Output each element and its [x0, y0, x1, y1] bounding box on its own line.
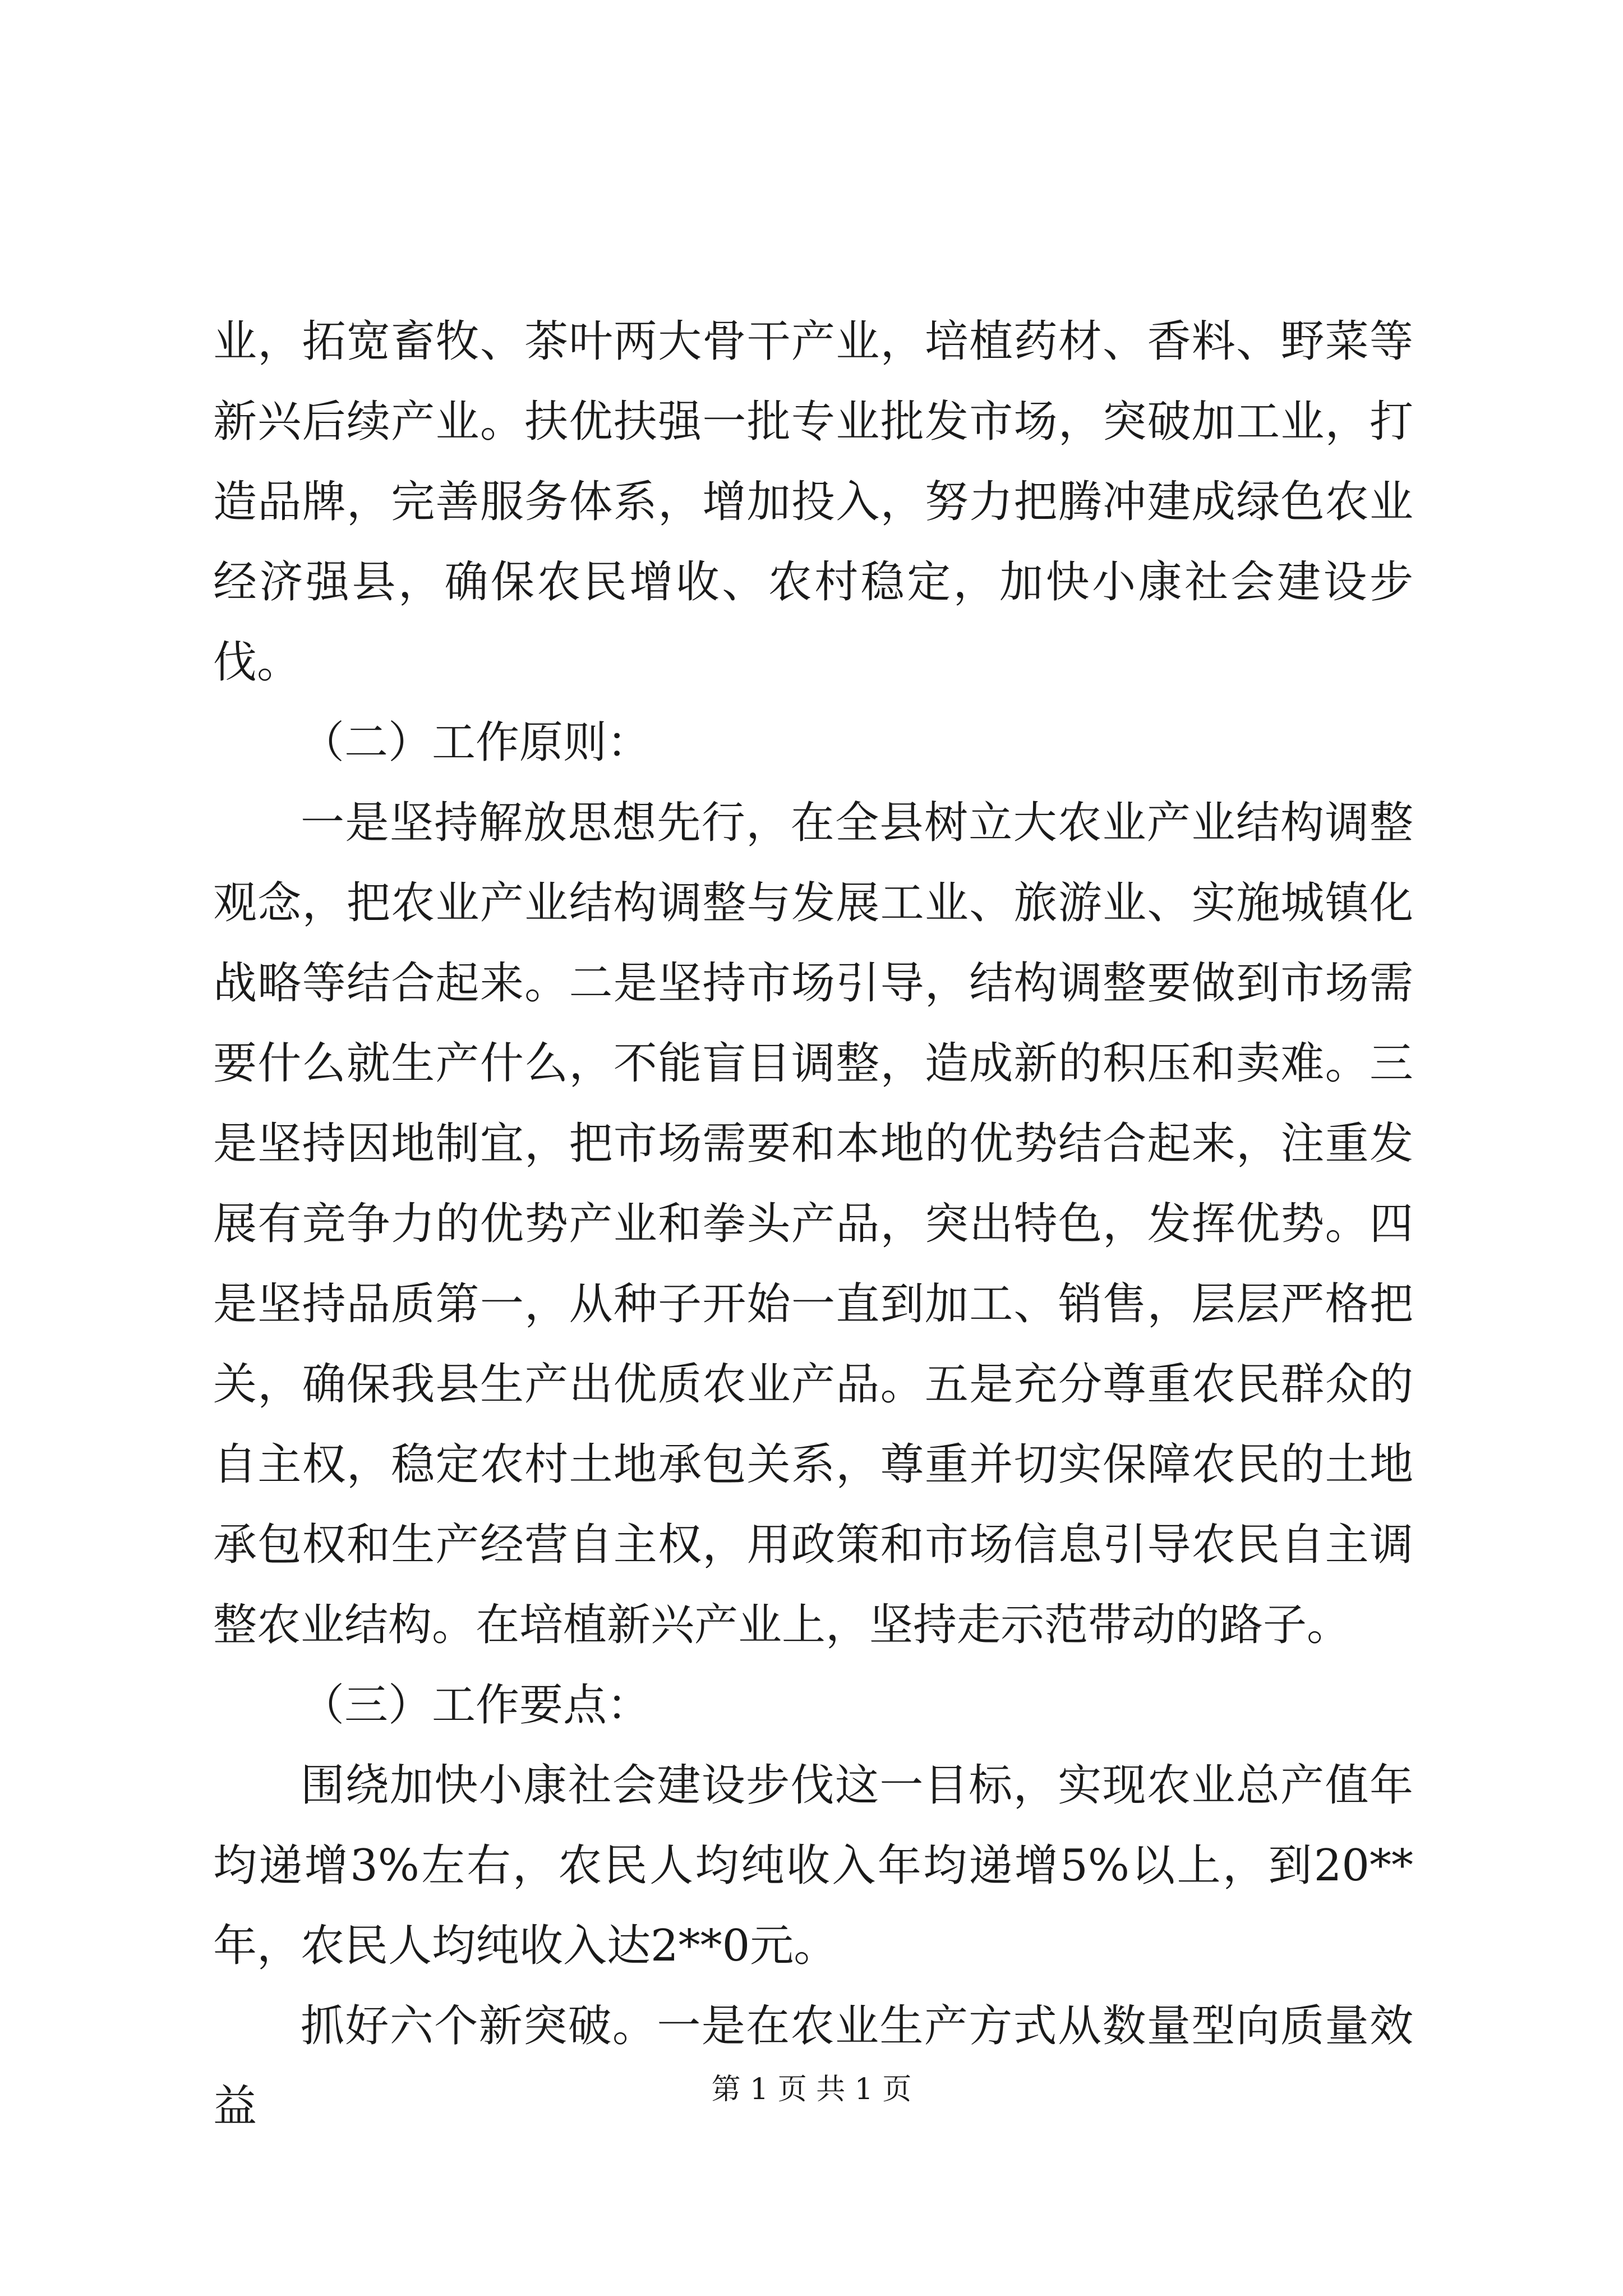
- page-footer: [0, 2070, 1623, 2109]
- page-number-label: 第 1 页 共 1 页: [711, 2073, 912, 2106]
- paragraph-principles: 一是坚持解放思想先行，在全县树立大农业产业结构调整观念，把农业产业结构调整与发展工业、旅游业、实施城镇化战略等结合起来。二是坚持市场引导，结构调整要做到市场需要什么就生产什么，不能盲目调整，造成新的积压和卖难。三是坚持因地制宜，把市场需要和本地的优势结合起来，注重发展有竞争力的优势产业和拳头产品，突出特色，发挥优势。四是坚持品质第一，从种子开始一直到加工、销售，层层严格把关，确保我县生产出优质农业产品。五是充分尊重农民群众的自主权，稳定农村土地承包关系，尊重并切实保障农民的土地承包权和生产经营自主权，用政策和市场信息引导农民自主调整农业结构。在培植新兴产业上，坚持走示范带动的路子。: [213, 798, 1413, 1650]
- paragraph-breakthroughs: 抓好六个新突破。一是在农业生产方式从数量型向质量效益: [213, 2001, 1413, 2132]
- paragraph-targets: 围绕加快小康社会建设步伐这一目标，实现农业总产值年均递增3%左右，农民人均纯收入年均递增5%以上，到20**年，农民人均纯收入达2**0元。: [213, 1760, 1413, 1971]
- section-heading-principles: （二）工作原则：: [301, 717, 651, 768]
- paragraph-continuation: 业，拓宽畜牧、茶叶两大骨干产业，培植药材、香料、野菜等新兴后续产业。扶优扶强一批专业批发市场，突破加工业，打造品牌，完善服务体系，增加投入，努力把腾冲建成绿色农业经济强县，确保农民增收、农村稳定，加快小康社会建设步伐。: [213, 316, 1413, 688]
- document-body: [213, 302, 1413, 2147]
- section-heading-key-points: （三）工作要点：: [301, 1680, 651, 1731]
